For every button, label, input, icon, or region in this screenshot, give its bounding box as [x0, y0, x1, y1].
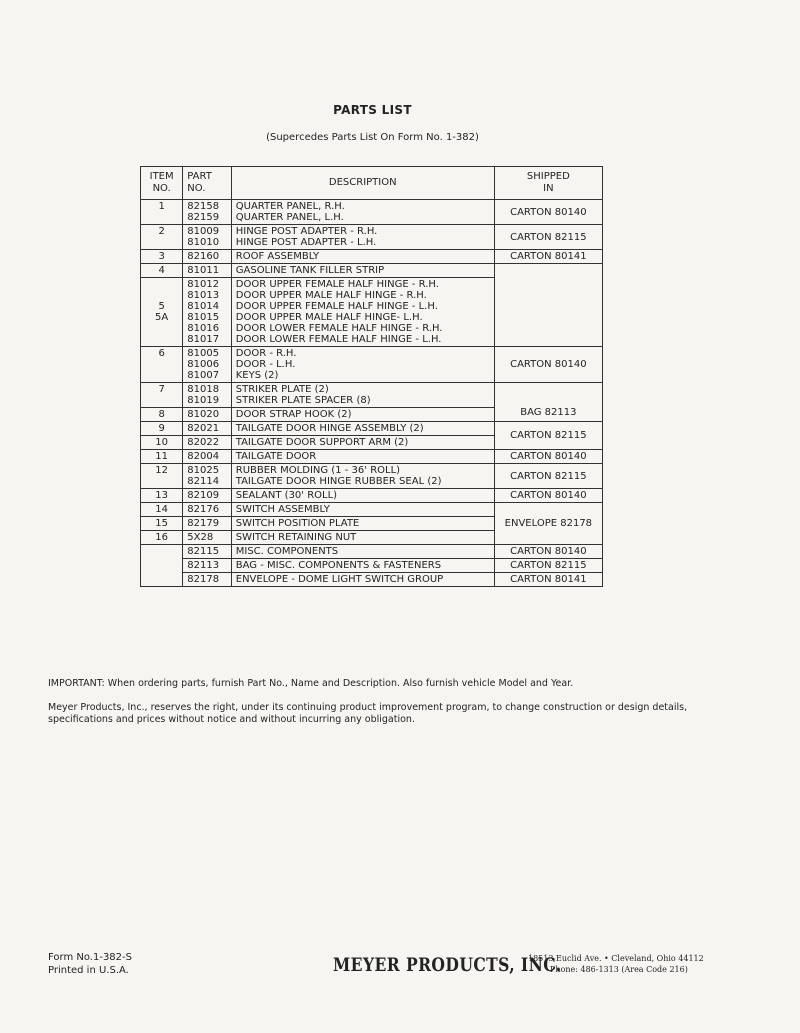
- cell-line: 82160: [187, 251, 220, 262]
- cell-line: 15: [155, 518, 168, 529]
- disclaimer-note: Meyer Products, Inc., reserves the right, under its continuing product improvement program, to change construction or design details, specifications and prices without notice and without incurring any obligation.: [48, 702, 688, 725]
- item-no-cell: [141, 436, 183, 450]
- parts-table-body: [141, 200, 603, 587]
- shipped-in-cell: CARTON 82115: [494, 464, 602, 489]
- cell-line: 4: [158, 265, 165, 276]
- table-header-row: [141, 167, 603, 200]
- header-part-no: PART NO.: [183, 167, 231, 200]
- shipped-in-cell: [494, 264, 602, 347]
- description-cell: [231, 383, 494, 408]
- cell-line: 82158: [187, 201, 220, 212]
- shipped-in-cell: CARTON 80140: [494, 200, 602, 225]
- form-number: Form No.1-382-S: [48, 952, 132, 963]
- cell-line: 81014: [187, 301, 220, 312]
- cell-line: BAG - MISC. COMPONENTS & FASTENERS: [235, 560, 442, 571]
- cell-line: 14: [155, 504, 168, 515]
- cell-line: 81010: [187, 237, 220, 248]
- table-row: [141, 573, 603, 587]
- company-phone: Phone: 486-1313 (Area Code 216): [550, 965, 688, 974]
- cell-line: 82159: [187, 212, 220, 223]
- cell-line: HINGE POST ADAPTER - R.H.: [235, 226, 378, 237]
- cell-line: SWITCH POSITION PLATE: [235, 518, 360, 529]
- cell-line: 81019: [187, 395, 220, 406]
- important-note: IMPORTANT: When ordering parts, furnish Part No., Name and Description. Also furnish vehicle Model and Year.: [48, 678, 574, 689]
- shipped-in-cell: CARTON 82115: [494, 225, 602, 250]
- cell-line: SWITCH RETAINING NUT: [235, 532, 357, 543]
- part-no-cell: [183, 408, 231, 422]
- cell-line: 82114: [187, 476, 220, 487]
- cell-line: DOOR STRAP HOOK (2): [235, 409, 352, 420]
- item-no-cell: [141, 250, 183, 264]
- item-no-cell: [141, 503, 183, 517]
- part-no-cell: [183, 347, 231, 383]
- part-no-cell: [183, 436, 231, 450]
- table-row: [141, 383, 603, 408]
- part-no-cell: [183, 573, 231, 587]
- cell-line: 10: [155, 437, 168, 448]
- cell-line: 5: [158, 301, 165, 312]
- table-row: [141, 464, 603, 489]
- cell-line: TAILGATE DOOR SUPPORT ARM (2): [235, 437, 409, 448]
- cell-line: SWITCH ASSEMBLY: [235, 504, 330, 515]
- page-subtitle: (Supercedes Parts List On Form No. 1-382): [266, 132, 479, 143]
- cell-line: 81015: [187, 312, 220, 323]
- description-cell: [231, 464, 494, 489]
- part-no-cell: [183, 200, 231, 225]
- cell-line: HINGE POST ADAPTER - L.H.: [235, 237, 377, 248]
- cell-line: GASOLINE TANK FILLER STRIP: [235, 265, 385, 276]
- cell-line: 5A: [155, 312, 169, 323]
- printed-in: Printed in U.S.A.: [48, 965, 129, 976]
- cell-line: ROOF ASSEMBLY: [235, 251, 320, 262]
- cell-line: DOOR - R.H.: [235, 348, 297, 359]
- cell-line: 82022: [187, 437, 220, 448]
- table-row: [141, 225, 603, 250]
- item-no-cell: [141, 347, 183, 383]
- cell-line: DOOR LOWER FEMALE HALF HINGE - R.H.: [235, 323, 443, 334]
- cell-line: DOOR UPPER MALE HALF HINGE- L.H.: [235, 312, 423, 323]
- shipped-in-cell: CARTON 80141: [494, 573, 602, 587]
- cell-line: 16: [155, 532, 168, 543]
- description-cell: [231, 450, 494, 464]
- part-no-cell: [183, 559, 231, 573]
- shipped-in-cell: CARTON 82115: [494, 559, 602, 573]
- cell-line: DOOR LOWER FEMALE HALF HINGE - L.H.: [235, 334, 442, 345]
- item-no-cell: [141, 278, 183, 347]
- cell-line: 81007: [187, 370, 220, 381]
- header-item-no: ITEM NO.: [141, 167, 183, 200]
- item-no-cell: [141, 422, 183, 436]
- item-no-cell: [141, 531, 183, 545]
- item-no-cell: [141, 383, 183, 408]
- cell-line: 12: [155, 465, 168, 476]
- part-no-cell: [183, 517, 231, 531]
- cell-line: 81017: [187, 334, 220, 345]
- item-no-cell: [141, 408, 183, 422]
- cell-line: 13: [155, 490, 168, 501]
- table-row: [141, 200, 603, 225]
- cell-line: 82109: [187, 490, 220, 501]
- header-shipped-in: SHIPPED IN: [494, 167, 602, 200]
- shipped-in-cell: CARTON 80140: [494, 545, 602, 559]
- description-cell: [231, 517, 494, 531]
- cell-line: 82176: [187, 504, 220, 515]
- cell-line: MISC. COMPONENTS: [235, 546, 339, 557]
- part-no-cell: [183, 422, 231, 436]
- description-cell: [231, 250, 494, 264]
- cell-line: DOOR - L.H.: [235, 359, 296, 370]
- cell-line: 81006: [187, 359, 220, 370]
- table-row: [141, 450, 603, 464]
- item-no-cell: [141, 464, 183, 489]
- page-title: PARTS LIST: [333, 103, 412, 117]
- table-row: [141, 250, 603, 264]
- shipped-in-cell: ENVELOPE 82178: [494, 503, 602, 545]
- shipped-in-cell: BAG 82113: [494, 383, 602, 422]
- company-address-block: [528, 953, 704, 975]
- item-no-cell: [141, 200, 183, 225]
- shipped-in-cell: CARTON 80140: [494, 450, 602, 464]
- cell-line: 81009: [187, 226, 220, 237]
- description-cell: [231, 347, 494, 383]
- part-no-cell: [183, 464, 231, 489]
- cell-line: DOOR UPPER FEMALE HALF HINGE - L.H.: [235, 301, 438, 312]
- part-no-cell: [183, 503, 231, 517]
- description-cell: [231, 503, 494, 517]
- cell-line: 11: [155, 451, 168, 462]
- cell-line: DOOR UPPER FEMALE HALF HINGE - R.H.: [235, 279, 439, 290]
- cell-line: STRIKER PLATE (2): [235, 384, 329, 395]
- shipped-in-cell: CARTON 80140: [494, 489, 602, 503]
- description-cell: [231, 559, 494, 573]
- item-no-cell: [141, 225, 183, 250]
- part-no-cell: [183, 225, 231, 250]
- cell-line: 81018: [187, 384, 220, 395]
- cell-line: 82113: [187, 560, 220, 571]
- company-address: 18513 Euclid Ave. • Cleveland, Ohio 44112: [528, 954, 704, 963]
- cell-line: STRIKER PLATE SPACER (8): [235, 395, 371, 406]
- shipped-in-cell: CARTON 80141: [494, 250, 602, 264]
- item-no-cell: [141, 545, 183, 587]
- cell-line: 81016: [187, 323, 220, 334]
- table-row: [141, 264, 603, 278]
- cell-line: 82004: [187, 451, 220, 462]
- shipped-in-cell: CARTON 82115: [494, 422, 602, 450]
- description-cell: [231, 200, 494, 225]
- part-no-cell: [183, 383, 231, 408]
- description-cell: [231, 408, 494, 422]
- header-description: DESCRIPTION: [231, 167, 494, 200]
- description-cell: [231, 264, 494, 278]
- cell-line: 82021: [187, 423, 220, 434]
- part-no-cell: [183, 264, 231, 278]
- form-number-block: [48, 951, 132, 977]
- cell-line: TAILGATE DOOR HINGE RUBBER SEAL (2): [235, 476, 442, 487]
- company-name: MEYER PRODUCTS, INC.: [333, 954, 562, 976]
- cell-line: 81020: [187, 409, 220, 420]
- table-row: [141, 422, 603, 436]
- cell-line: 2: [158, 226, 165, 237]
- table-row: [141, 503, 603, 517]
- description-cell: [231, 573, 494, 587]
- cell-line: 5X28: [187, 532, 214, 543]
- parts-table: [140, 166, 603, 587]
- cell-line: 81013: [187, 290, 220, 301]
- item-no-cell: [141, 450, 183, 464]
- description-cell: [231, 278, 494, 347]
- cell-line: QUARTER PANEL, R.H.: [235, 201, 345, 212]
- description-cell: [231, 422, 494, 436]
- cell-line: SEALANT (30' ROLL): [235, 490, 338, 501]
- cell-line: 82115: [187, 546, 220, 557]
- cell-line: 6: [158, 348, 165, 359]
- cell-line: 9: [158, 423, 165, 434]
- part-no-cell: [183, 531, 231, 545]
- description-cell: [231, 531, 494, 545]
- shipped-in-cell: CARTON 80140: [494, 347, 602, 383]
- description-cell: [231, 225, 494, 250]
- table-row: [141, 559, 603, 573]
- cell-line: DOOR UPPER MALE HALF HINGE - R.H.: [235, 290, 427, 301]
- part-no-cell: [183, 450, 231, 464]
- part-no-cell: [183, 278, 231, 347]
- item-no-cell: [141, 489, 183, 503]
- description-cell: [231, 545, 494, 559]
- cell-line: TAILGATE DOOR HINGE ASSEMBLY (2): [235, 423, 424, 434]
- cell-line: ENVELOPE - DOME LIGHT SWITCH GROUP: [235, 574, 444, 585]
- part-no-cell: [183, 489, 231, 503]
- table-row: [141, 489, 603, 503]
- cell-line: 8: [158, 409, 165, 420]
- cell-line: KEYS (2): [235, 370, 279, 381]
- item-no-cell: [141, 517, 183, 531]
- cell-line: RUBBER MOLDING (1 - 36' ROLL): [235, 465, 401, 476]
- cell-line: 81011: [187, 265, 220, 276]
- cell-line: 1: [158, 201, 165, 212]
- cell-line: 82179: [187, 518, 220, 529]
- cell-line: 7: [158, 384, 165, 395]
- cell-line: 3: [158, 251, 165, 262]
- description-cell: [231, 489, 494, 503]
- cell-line: 81005: [187, 348, 220, 359]
- table-row: [141, 347, 603, 383]
- item-no-cell: [141, 264, 183, 278]
- table-row: [141, 545, 603, 559]
- cell-line: 81025: [187, 465, 220, 476]
- description-cell: [231, 436, 494, 450]
- cell-line: 81012: [187, 279, 220, 290]
- cell-line: QUARTER PANEL, L.H.: [235, 212, 344, 223]
- cell-line: 82178: [187, 574, 220, 585]
- cell-line: TAILGATE DOOR: [235, 451, 317, 462]
- part-no-cell: [183, 250, 231, 264]
- part-no-cell: [183, 545, 231, 559]
